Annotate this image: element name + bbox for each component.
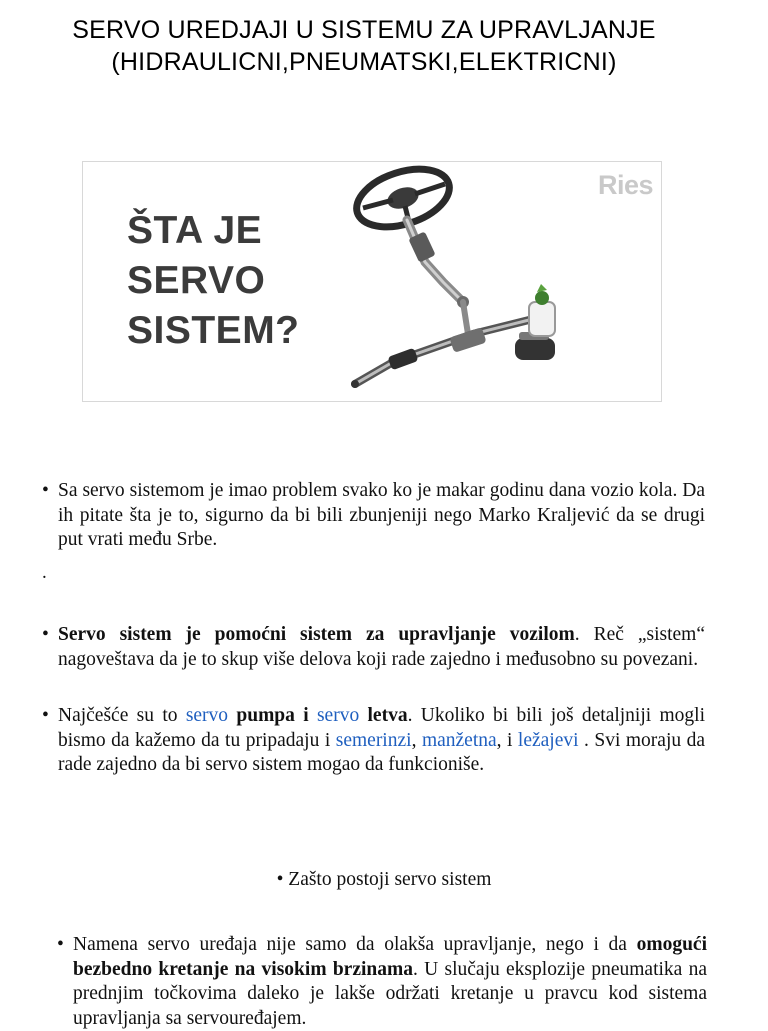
title-line-2: (HIDRAULICNI,PNEUMATSKI,ELEKTRICNI) [111, 48, 617, 76]
steering-rack-icon [351, 320, 529, 388]
section-heading-text: Zašto postoji servo sistem [288, 869, 492, 890]
servo-link-2[interactable]: servo [316, 705, 360, 726]
manzetna-link[interactable]: manžetna [421, 729, 497, 751]
bold-span: omogući bezbedno kretanje na visokim brzinama [73, 934, 707, 980]
text-span: . Ukoliko bi bili još detaljniji mogli bismo da kažemo da tu pripadaju i [58, 705, 706, 751]
banner-image [82, 161, 662, 402]
banner-line-1: ŠTA JE [127, 209, 263, 252]
steering-shaft-icon [407, 220, 469, 334]
paragraph-1 [42, 479, 705, 553]
bold-span: letva [359, 705, 408, 726]
text-span: . U slučaju eksplozije pneumatika na prednjim točkovima daleko je lakše održati kretanje u pravcu kod sistema upravljanja sa servouređajem. [73, 958, 708, 1029]
text-span: Najčešće su to [58, 705, 186, 726]
paragraph-2 [42, 623, 705, 672]
list-item [42, 623, 705, 672]
servo-link-1[interactable]: servo [185, 705, 229, 726]
banner-headline [127, 206, 300, 356]
steering-wheel-icon [349, 162, 456, 238]
paragraph-4 [57, 933, 707, 1031]
text-span: , i [496, 729, 518, 751]
definition-rest: . Reč „sistem“ nagoveštava da je to skup više delova koji rade zajedno i međusobno su povezani. [58, 624, 705, 670]
document-title [40, 14, 688, 78]
list-item [42, 704, 705, 778]
steering-column-illustration [333, 162, 573, 402]
lezajevi-link[interactable]: ležajevi [517, 729, 579, 751]
banner-line-3: SISTEM? [127, 309, 300, 352]
bold-span: pumpa i [228, 705, 317, 726]
definition-bold: Servo sistem je pomoćni sistem za upravljanje vozilom [58, 624, 575, 645]
text-span: . Svi moraju da rade zajedno da bi servo sistem mogao da funkcioniše. [58, 729, 706, 775]
brand-logo: Ries [597, 170, 653, 200]
title-line-1: SERVO UREDJAJI U SISTEMU ZA UPRAVLJANJE [72, 16, 656, 44]
separator-dot: . [42, 562, 47, 583]
section-heading: • Zašto postoji servo sistem [276, 869, 492, 890]
list-item: • Sa servo sistemom je imao problem svako ko je makar godinu dana vozio kola. Da ih pitate šta je to, sigurno da bi bili zbunjeniji nego Marko Kraljević da se drugi put vrati među Srbe. [42, 479, 705, 553]
paragraph-3 [42, 704, 705, 778]
semerinzi-link[interactable]: semerinzi [335, 729, 412, 751]
text-span: , [411, 729, 422, 751]
text-span: Namena servo uređaja nije samo da olakša upravljanje, nego i da [73, 934, 637, 955]
banner-line-2: SERVO [127, 259, 266, 302]
list-item [57, 933, 707, 1031]
